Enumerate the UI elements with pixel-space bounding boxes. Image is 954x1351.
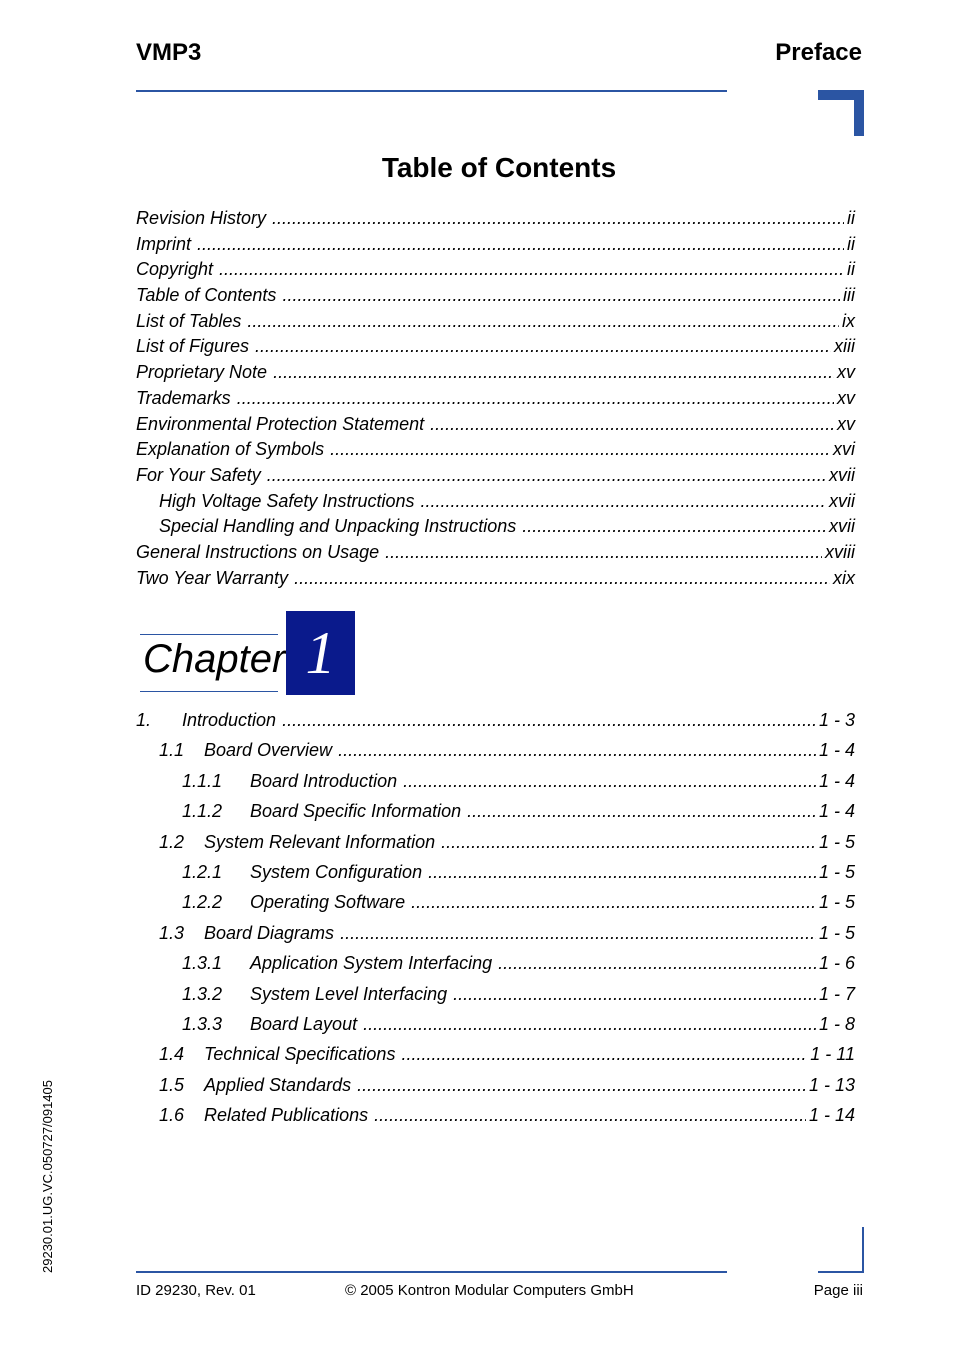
toc-entry-title: Table of Contents — [136, 285, 277, 306]
toc-entry-page: 1 - 3 — [818, 710, 855, 730]
toc-entry-page: ix — [842, 310, 855, 331]
toc-entry[interactable] — [136, 514, 855, 540]
toc-entry[interactable] — [136, 412, 855, 438]
toc-entry-page: 1 - 4 — [818, 801, 855, 822]
toc-entry[interactable] — [136, 948, 855, 978]
chapter-rule-bottom — [140, 691, 278, 692]
toc-entry-title: Imprint — [136, 233, 192, 254]
toc-entry-page: xiii — [834, 336, 855, 357]
toc-entry-title: Board Diagrams — [204, 922, 335, 943]
footer-doc-id: ID 29230, Rev. 01 — [136, 1282, 256, 1299]
toc-entry-page: 1 - 4 — [818, 770, 855, 791]
toc-entry-number: 1.2 — [159, 831, 185, 852]
toc-entry-title: Board Specific Information — [250, 801, 462, 822]
toc-dot-leader — [441, 827, 816, 857]
toc-entry-title: System Configuration — [250, 861, 423, 882]
toc-dot-leader — [282, 283, 840, 309]
toc-entry-title: Proprietary Note — [136, 362, 268, 383]
toc-entry-page: 1 - 6 — [818, 953, 855, 974]
toc-entry-title: Revision History — [136, 208, 267, 228]
toc-dot-leader — [273, 360, 834, 386]
header-section: Preface — [775, 39, 862, 66]
toc-dot-leader — [272, 206, 844, 232]
toc-dot-leader — [282, 705, 816, 735]
chapter-label: Chapter — [143, 637, 286, 681]
toc-entry-number: 1.1.1 — [182, 770, 223, 791]
toc-entry-page: 1 - 11 — [810, 1044, 855, 1065]
toc-entry-title: Trademarks — [136, 387, 231, 408]
toc-dot-leader — [522, 514, 826, 540]
toc-entry-number: 1.3.3 — [182, 1013, 223, 1034]
toc-dot-leader — [403, 766, 816, 796]
toc-dot-leader — [420, 489, 826, 515]
toc-entry-page: 1 - 5 — [818, 922, 855, 943]
toc-dot-leader — [428, 857, 816, 887]
toc-entry[interactable] — [136, 566, 855, 592]
toc-entry[interactable] — [136, 827, 855, 857]
toc-entry-title: Board Overview — [204, 740, 333, 761]
footer-rule-corner — [818, 1271, 864, 1273]
toc-entry-page: xvii — [829, 516, 855, 537]
toc-entry-title: High Voltage Safety Instructions — [159, 490, 415, 511]
toc-entry-number: 1.6 — [159, 1105, 185, 1126]
toc-entry[interactable] — [136, 979, 855, 1009]
toc-entry-number: 1.3.1 — [182, 953, 223, 974]
toc-entry[interactable] — [136, 540, 855, 566]
toc-entry-number: 1.2.1 — [182, 861, 223, 882]
toc-entry-number: 1.1.2 — [182, 801, 223, 822]
toc-dot-leader — [237, 386, 834, 412]
toc-entry-title: Board Introduction — [250, 770, 398, 791]
toc-entry[interactable] — [136, 796, 855, 826]
toc-entry-page: 1 - 5 — [818, 861, 855, 882]
toc-entry-title: Application System Interfacing — [250, 953, 493, 974]
toc-dot-leader — [498, 948, 816, 978]
toc-entry-page: 1 - 13 — [808, 1074, 855, 1095]
toc-dot-leader — [338, 735, 816, 765]
toc-entry[interactable] — [136, 463, 855, 489]
toc-entry-title: Environmental Protection Statement — [136, 413, 425, 434]
toc-entry-title: Two Year Warranty — [136, 567, 289, 588]
toc-entry-page: 1 - 7 — [818, 983, 855, 1004]
side-document-code: 29230.01.UG.VC.050727/091405 — [40, 1080, 55, 1273]
toc-entry-title: System Level Interfacing — [250, 983, 448, 1004]
toc-dot-leader — [453, 979, 816, 1009]
toc-entry[interactable] — [136, 766, 855, 796]
toc-dot-leader — [255, 334, 831, 360]
toc-entry[interactable] — [136, 283, 855, 309]
toc-entry-page: 1 - 5 — [818, 892, 855, 913]
toc-entry[interactable] — [136, 1009, 855, 1039]
corner-mark-top — [818, 90, 864, 136]
toc-entry-page: 1 - 4 — [818, 740, 855, 761]
toc-entry-number: 1. — [136, 710, 152, 730]
chapter-number-box: 1 — [286, 611, 355, 695]
toc-dot-leader — [374, 1100, 806, 1130]
toc-entry[interactable] — [136, 437, 855, 463]
toc-entry-page: iii — [843, 285, 855, 306]
toc-entry-number: 1.3.2 — [182, 983, 223, 1004]
toc-entry-page: 1 - 8 — [818, 1013, 855, 1034]
toc-entry-title: Explanation of Symbols — [136, 439, 325, 460]
toc-entry-page: xvii — [829, 490, 855, 511]
toc-entry-page: xix — [833, 567, 855, 588]
toc-dot-leader — [430, 412, 834, 438]
toc-entry[interactable] — [136, 334, 855, 360]
toc-entry[interactable] — [136, 887, 855, 917]
toc-entry-number: 1.3 — [159, 922, 185, 943]
footer-rule — [136, 1271, 727, 1273]
toc-entry-page: ii — [847, 259, 855, 280]
toc-entry-number: 1.1 — [159, 740, 185, 761]
toc-entry-page: xv — [837, 387, 855, 408]
toc-entry-title: Applied Standards — [204, 1074, 352, 1095]
toc-entry-page: xvi — [833, 439, 855, 460]
toc-entry[interactable] — [136, 1070, 855, 1100]
toc-entry[interactable] — [136, 705, 855, 735]
toc-entry-title: System Relevant Information — [204, 831, 436, 852]
corner-mark-bottom — [862, 1227, 864, 1273]
toc-dot-leader — [219, 257, 844, 283]
header-rule — [136, 90, 727, 92]
toc-entry[interactable] — [136, 1039, 855, 1069]
toc-dot-leader — [411, 887, 816, 917]
toc-entry[interactable] — [136, 857, 855, 887]
toc-entry-page: xv — [837, 413, 855, 434]
toc-entry-page: 1 - 5 — [818, 831, 855, 852]
footer-copyright: © 2005 Kontron Modular Computers GmbH — [345, 1282, 634, 1299]
toc-entry-title: Copyright — [136, 259, 214, 280]
toc-entry-title: Related Publications — [204, 1105, 369, 1126]
toc-entry-title: For Your Safety — [136, 464, 261, 485]
toc-entry[interactable] — [136, 309, 855, 335]
toc-entry-page: 1 - 14 — [808, 1105, 855, 1126]
front-matter-list — [136, 206, 855, 591]
toc-entry[interactable] — [136, 918, 855, 948]
toc-dot-leader — [197, 232, 844, 258]
toc-dot-leader — [340, 918, 816, 948]
toc-entry[interactable] — [136, 257, 855, 283]
footer-page-number: Page iii — [813, 1282, 863, 1299]
toc-entry-title: List of Tables — [136, 310, 242, 331]
toc-entry-number: 1.2.2 — [182, 892, 223, 913]
toc-entry-page: xv — [837, 362, 855, 383]
toc-entry[interactable] — [136, 735, 855, 765]
toc-entry[interactable] — [136, 206, 855, 232]
toc-entry-number: 1.4 — [159, 1044, 185, 1065]
toc-entry-title: Operating Software — [250, 892, 406, 913]
toc-entry[interactable] — [136, 360, 855, 386]
toc-entry[interactable] — [136, 1100, 855, 1130]
toc-entry[interactable] — [136, 489, 855, 515]
toc-entry[interactable] — [136, 232, 855, 258]
toc-entry-page: ii — [847, 233, 855, 254]
page-title: Table of Contents — [381, 152, 617, 183]
toc-entry-number: 1.5 — [159, 1074, 185, 1095]
toc-dot-leader — [357, 1070, 806, 1100]
toc-dot-leader — [247, 309, 839, 335]
toc-dot-leader — [363, 1009, 816, 1039]
toc-dot-leader — [385, 540, 822, 566]
toc-dot-leader — [467, 796, 816, 826]
toc-dot-leader — [401, 1039, 807, 1069]
toc-entry-page: xvii — [829, 464, 855, 485]
header-product: VMP3 — [136, 39, 202, 66]
toc-entry-title: Board Layout — [250, 1013, 358, 1034]
toc-dot-leader — [330, 437, 830, 463]
toc-entry-title: Introduction — [182, 710, 277, 730]
toc-dot-leader — [267, 463, 826, 489]
toc-entry-title: Technical Specifications — [204, 1044, 396, 1065]
toc-entry-title: Special Handling and Unpacking Instructions — [159, 516, 517, 537]
toc-entry-page: xviii — [825, 541, 855, 562]
toc-entry-title: List of Figures — [136, 336, 250, 357]
toc-dot-leader — [294, 566, 830, 592]
toc-entry[interactable] — [136, 386, 855, 412]
toc-entry-page: ii — [847, 208, 855, 228]
chapter-toc-list — [136, 705, 855, 1130]
toc-entry-title: General Instructions on Usage — [136, 541, 380, 562]
